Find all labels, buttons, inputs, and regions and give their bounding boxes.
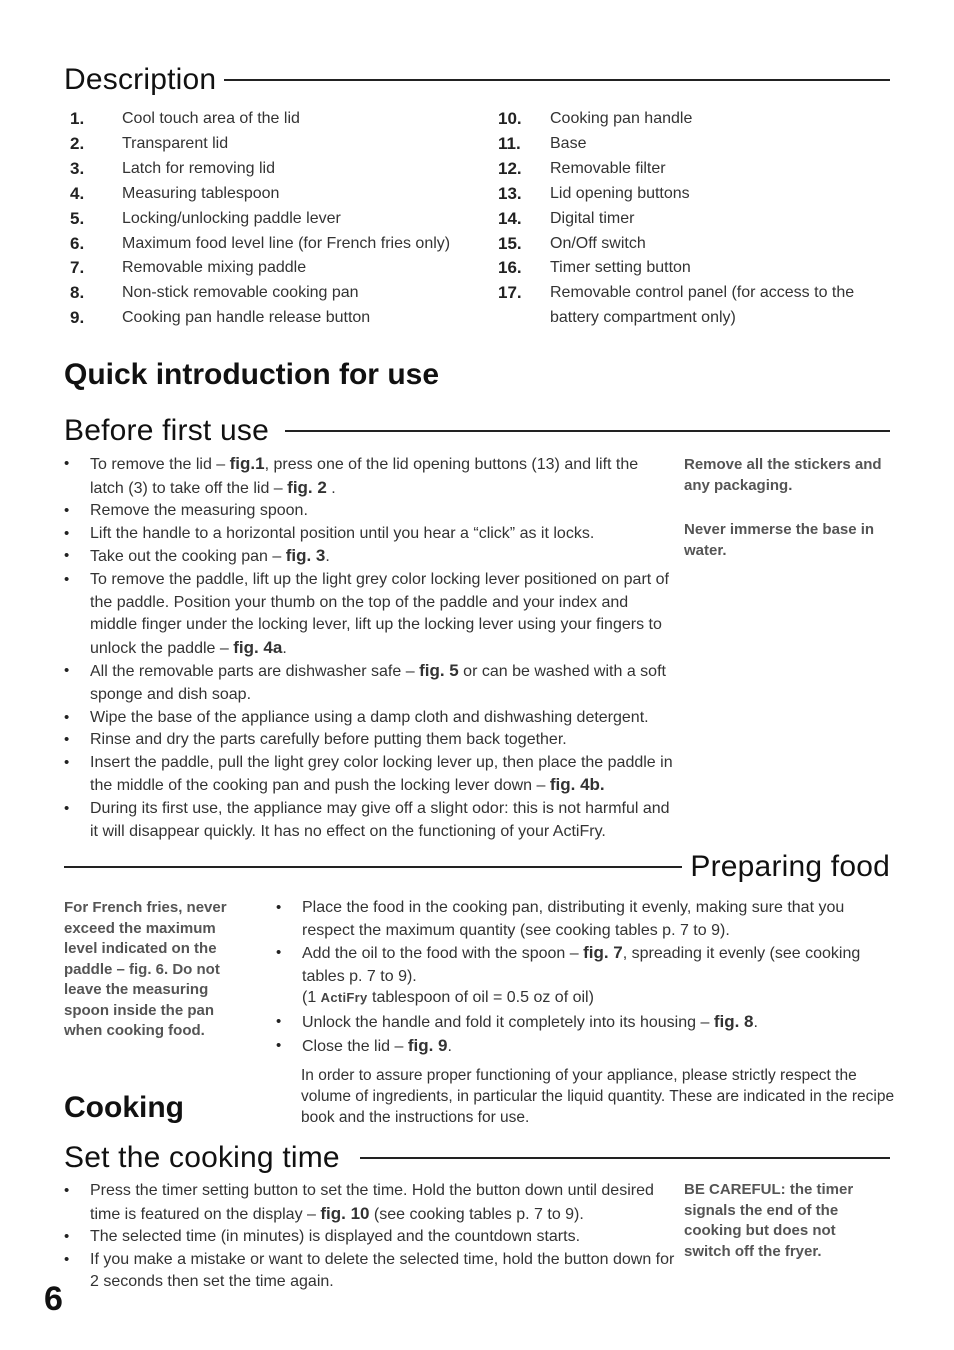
item-text: Transparent lid	[122, 134, 229, 152]
careful-note: BE CAREFUL: the timer signals the end of the cooking but does not switch off the fryer.	[684, 1181, 854, 1260]
french-fries-note: For French fries, never exceed the maximum level indicated on the paddle – fig. 6. Do not leave the measuring spoon inside the pan when cooking food.	[64, 899, 227, 1039]
item-number: 3.	[70, 158, 85, 178]
heading-rule	[360, 1157, 890, 1159]
preparing-food-list	[276, 897, 892, 1059]
figure-ref: fig. 3	[285, 546, 326, 566]
bullet-text: , spreading it evenly (see cooking tables p. 7 to 9).	[302, 945, 861, 985]
page-number: 6	[44, 1280, 63, 1318]
bullet-text: Remove the measuring spoon.	[90, 502, 308, 520]
bullet-item	[64, 660, 676, 706]
bullet-item	[64, 545, 676, 569]
bullet-text: All the removable parts are dishwasher safe –	[90, 663, 420, 681]
item-number: 16.	[498, 258, 522, 278]
item-number: 5.	[70, 208, 85, 228]
description-item	[498, 256, 878, 281]
item-number: 9.	[70, 308, 85, 328]
description-item	[70, 281, 490, 306]
description-item	[70, 157, 490, 182]
volume-paragraph: In order to assure proper functioning of your appliance, please strictly respect the volume of ingredients, in particular the liquid quantity. These are indicated in the recipe book and the instructions for use.	[301, 1067, 895, 1126]
bullet-text: The selected time (in minutes) is displayed and the countdown starts.	[90, 1228, 581, 1246]
description-item	[498, 157, 878, 182]
item-number: 7.	[70, 258, 85, 278]
bullet-text: .	[753, 1014, 758, 1032]
bullet-item	[276, 1035, 892, 1059]
item-text: Digital timer	[550, 209, 635, 227]
figure-ref: fig. 4b.	[549, 775, 605, 795]
bullet-text: Close the lid –	[302, 1037, 408, 1055]
description-item	[70, 306, 490, 331]
bullet-text: (see cooking tables p. 7 to 9).	[369, 1205, 584, 1223]
description-item	[70, 132, 490, 157]
bullet-text: Take out the cooking pan –	[90, 548, 286, 566]
figure-ref: fig. 10	[320, 1203, 370, 1223]
bullet-item	[64, 569, 676, 660]
set-time-title: Set the cooking time	[64, 1141, 340, 1174]
bullet-text: Rinse and dry the parts carefully before putting them back together.	[90, 731, 567, 749]
item-text: Cooking pan handle	[550, 110, 693, 127]
before-first-use-list	[64, 453, 676, 843]
description-item	[498, 207, 878, 232]
heading-rule	[224, 79, 890, 81]
item-number: 2.	[70, 133, 85, 153]
figure-ref: fig. 5	[419, 661, 459, 681]
bullet-text: Place the food in the cooking pan, distributing it evenly, making sure that you respect the maximum quantity (see cooking tables p. 7 to 9).	[302, 899, 845, 939]
cooking-title: Cooking	[64, 1091, 184, 1124]
bullet-text: Add the oil to the food with the spoon –	[302, 945, 584, 963]
heading-rule	[64, 866, 682, 868]
oil-prefix: (1	[302, 989, 321, 1006]
figure-ref: fig. 9	[407, 1035, 448, 1055]
description-item	[498, 182, 878, 207]
figure-ref: fig. 7	[583, 943, 623, 963]
bullet-text: Unlock the handle and fold it completely into its housing –	[302, 1014, 714, 1032]
item-number: 12.	[498, 158, 522, 178]
set-time-list	[64, 1180, 676, 1294]
description-item	[70, 107, 490, 132]
figure-ref: fig. 4a	[233, 637, 283, 657]
item-text: Removable control panel (for access to the battery compartment only)	[550, 284, 855, 327]
description-item	[498, 107, 878, 132]
description-item	[70, 207, 490, 232]
item-text: Maximum food level line (for French fries only)	[122, 234, 451, 252]
item-number: 17.	[498, 283, 522, 303]
figure-ref: fig.1	[229, 454, 265, 473]
bullet-text: Lift the handle to a horizontal position until you hear a “click” as it locks.	[90, 524, 595, 542]
item-text: Latch for removing lid	[122, 159, 275, 177]
set-time-heading	[64, 1138, 890, 1178]
preparing-food-title: Preparing food	[690, 850, 890, 883]
item-number: 6.	[70, 233, 85, 253]
description-item	[498, 132, 878, 157]
bullet-text: Insert the paddle, pull the light grey color locking lever up, then place the paddle in the middle of the cooking pan and push the locking lever down –	[90, 753, 673, 795]
bullet-item	[64, 1249, 676, 1294]
bullet-text: .	[325, 548, 330, 566]
bullet-item	[64, 707, 676, 730]
description-item	[70, 182, 490, 207]
figure-ref: fig. 8	[713, 1012, 754, 1032]
bullet-text: , press one of the lid opening buttons (13) and lift the latch (3) to take off the lid –	[90, 456, 639, 497]
quick-intro-title: Quick introduction for use	[64, 358, 440, 391]
bullet-text: If you make a mistake or want to delete the selected time, hold the button down for 2 seconds then set the time again.	[90, 1250, 675, 1291]
bullet-text: Wipe the base of the appliance using a damp cloth and dishwashing detergent.	[90, 708, 649, 726]
item-number: 15.	[498, 233, 522, 253]
before-first-use-heading	[64, 411, 890, 451]
item-text: Non-stick removable cooking pan	[122, 284, 359, 302]
item-text: Lid opening buttons	[550, 184, 690, 202]
item-text: Locking/unlocking paddle lever	[122, 209, 341, 227]
item-number: 14.	[498, 208, 522, 228]
item-number: 8.	[70, 283, 85, 303]
bullet-item	[64, 798, 676, 843]
bullet-text: To remove the paddle, lift up the light grey color locking lever positioned on part of the paddle. Position your thumb on the top of the paddle and your index and middle finger under the locking lever, lift up the locking lever using your fingers to unlock the paddle –	[90, 570, 669, 657]
item-number: 13.	[498, 183, 522, 203]
bullet-item	[276, 1011, 892, 1035]
oil-suffix: tablespoon of oil = 0.5 oz of oil)	[367, 989, 594, 1006]
oil-measure	[302, 987, 892, 1009]
item-text: Cooking pan handle release button	[122, 309, 371, 327]
bullet-item	[64, 729, 676, 752]
heading-rule	[285, 430, 890, 432]
item-text: Removable mixing paddle	[122, 259, 307, 277]
item-text: Cool touch area of the lid	[122, 110, 300, 127]
bullet-item	[64, 752, 676, 798]
item-text: Removable filter	[550, 159, 666, 177]
description-list-right	[498, 107, 878, 331]
description-list-left	[70, 107, 490, 331]
item-number: 10.	[498, 109, 522, 128]
bullet-item	[64, 1226, 676, 1249]
bullet-item	[64, 1180, 676, 1226]
actifry-logo: ActiFry	[320, 990, 368, 1005]
description-title: Description	[64, 63, 217, 96]
bullet-text: During its first use, the appliance may give off a slight odor: this is not harmful and it will disappear quickly. It has no effect on the functioning of your ActiFry.	[90, 799, 670, 840]
item-number: 4.	[70, 183, 85, 203]
item-number: 1.	[70, 109, 85, 128]
description-item	[498, 232, 878, 257]
description-item	[70, 256, 490, 281]
bullet-text: Press the timer setting button to set the time. Hold the button down until desired time is featured on the display –	[90, 1182, 654, 1223]
bullet-text: .	[326, 479, 336, 497]
description-heading	[64, 60, 890, 100]
bullet-text: To remove the lid –	[90, 456, 230, 473]
before-first-use-title: Before first use	[64, 414, 269, 447]
item-text: On/Off switch	[550, 234, 646, 252]
bullet-text: .	[447, 1037, 452, 1055]
bullet-item	[64, 500, 676, 523]
item-number: 11.	[498, 133, 521, 153]
item-text: Base	[550, 134, 587, 152]
item-text: Measuring tablespoon	[122, 184, 280, 202]
bullet-item	[276, 897, 892, 942]
bullet-item	[64, 523, 676, 546]
bullet-text: .	[282, 639, 287, 657]
item-text: Timer setting button	[550, 259, 691, 277]
bullet-item	[64, 453, 676, 500]
stickers-note: Remove all the stickers and any packaging.	[684, 456, 882, 494]
figure-ref: fig. 2	[287, 477, 327, 497]
immerse-note: Never immerse the base in water.	[684, 521, 875, 559]
description-item	[70, 232, 490, 257]
bullet-item	[276, 942, 892, 988]
bullet-text: or can be washed with a soft sponge and dish soap.	[90, 663, 666, 703]
preparing-food-heading	[64, 847, 890, 887]
description-item	[498, 281, 878, 331]
